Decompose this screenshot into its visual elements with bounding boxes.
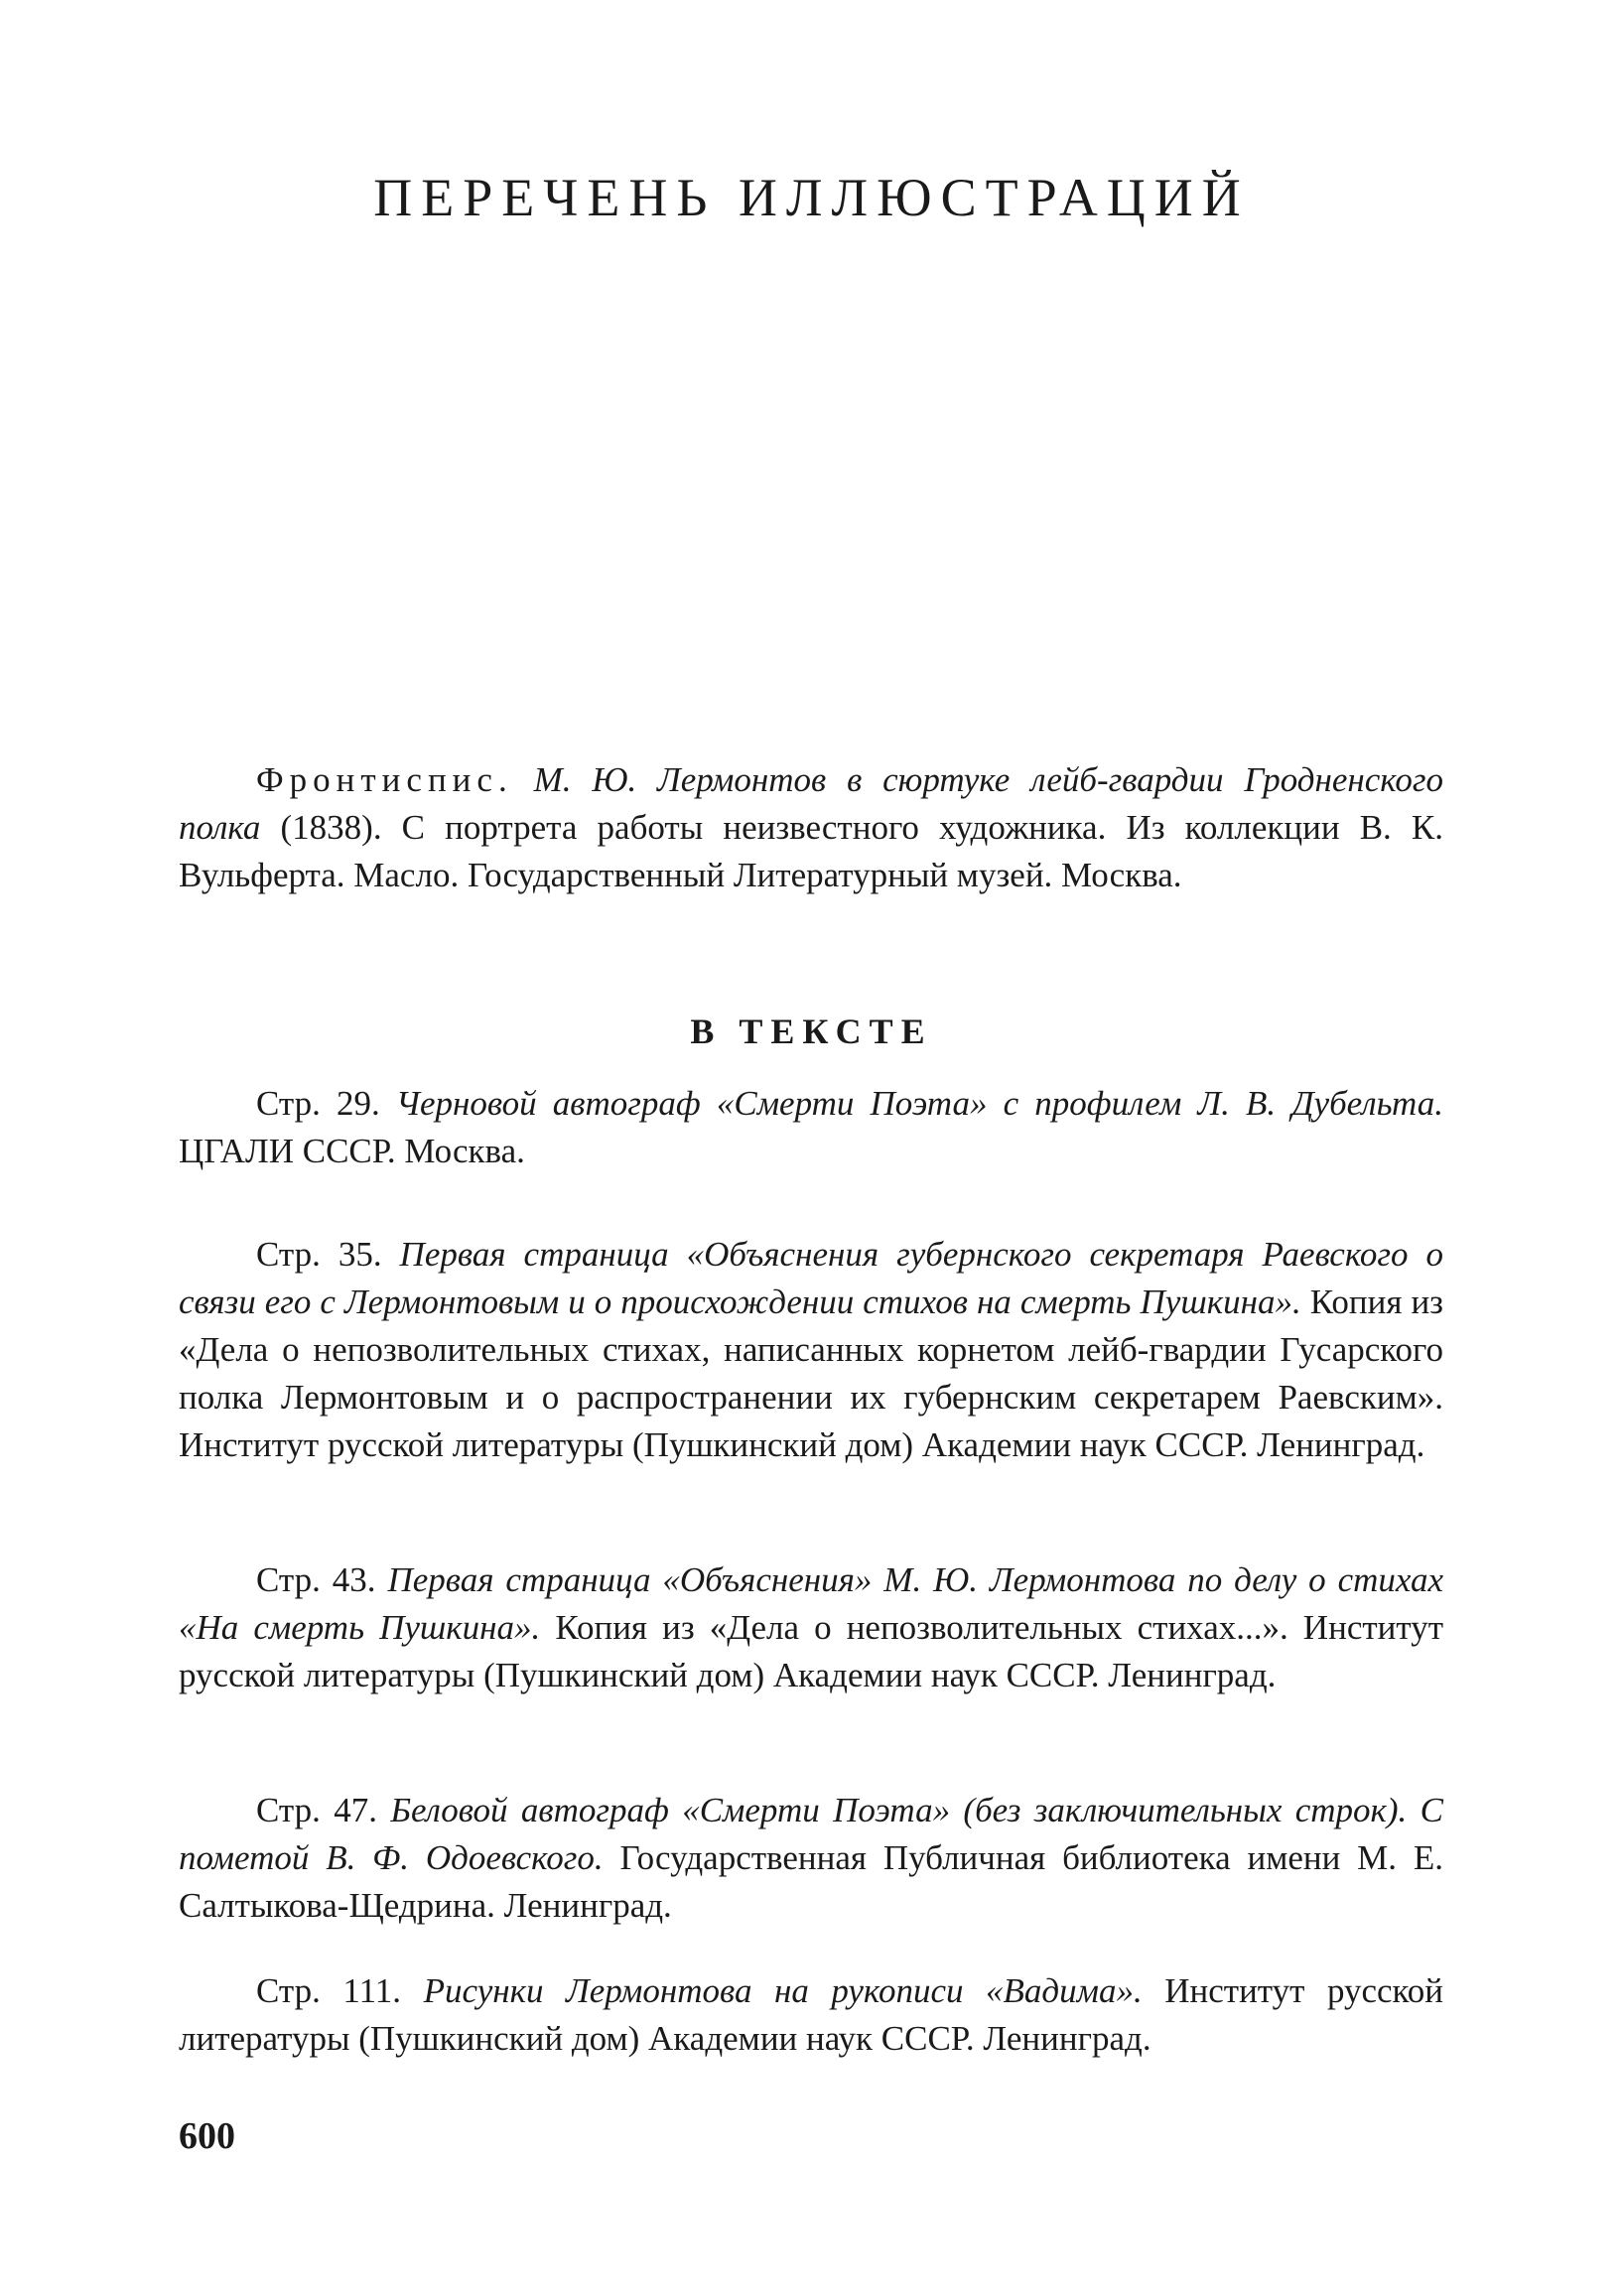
- entry-description: ЦГАЛИ СССР. Москва.: [179, 1132, 525, 1170]
- entry-title: Рисунки Лермонтова на рукописи «Вадима».: [423, 1971, 1143, 2010]
- frontispiece-label: Фронтиспис.: [256, 760, 513, 799]
- entry-page: Стр. 111.: [256, 1971, 402, 2010]
- page-title: ПЕРЕЧЕНЬ ИЛЛЮСТРАЦИЙ: [373, 168, 1250, 227]
- entry-title: Первая страница «Объяснения губернского секретаря Раевского о связи его с Лермонтовым и о происхождении стихов на смерть Пушкина».: [179, 1235, 1444, 1321]
- list-item: [179, 1556, 1443, 1699]
- section-heading: В ТЕКСТЕ: [690, 1012, 933, 1051]
- entry-description: Институт русской литературы (Пушкинский дом) Академии наук СССР. Ленинград.: [179, 1971, 1444, 2058]
- list-item: [179, 1787, 1443, 1930]
- entry-description: Копия из «Дела о непозволительных стихах, написанных корнетом лейб-гвардии Гусарского полка Лермонтовым и о распространении их губернским секретарем Раевским». Институт русской литературы (Пушкинский дом) Академии наук СССР. Ленинград.: [179, 1283, 1444, 1464]
- entry-page: Стр. 47.: [256, 1791, 377, 1829]
- entry-page: Стр. 29.: [256, 1084, 380, 1123]
- frontispiece-entry: [179, 756, 1443, 899]
- list-item: [179, 1080, 1443, 1175]
- entry-page: Стр. 43.: [256, 1560, 376, 1599]
- entry-title: Черновой автограф «Смерти Поэта» с профилем Л. В. Дубельта.: [395, 1084, 1444, 1123]
- list-item: [179, 1967, 1443, 2063]
- frontispiece-description: (1838). С портрета работы неизвестного художника. Из коллекции В. К. Вульферта. Масло. Государственный Литературный музей. Москва.: [179, 808, 1444, 894]
- entry-title: Первая страница «Объяснения» М. Ю. Лермонтова по делу о стихах «На смерть Пушкина».: [179, 1560, 1444, 1647]
- entry-description: Копия из «Дела о непозволительных стихах...». Институт русской литературы (Пушкинский дом) Академии наук СССР. Ленинград.: [179, 1608, 1444, 1694]
- entry-page: Стр. 35.: [256, 1235, 382, 1274]
- list-item: [179, 1231, 1443, 1469]
- entry-description: Государственная Публичная библиотека имени М. Е. Салтыкова-Щедрина. Ленинград.: [179, 1838, 1444, 1925]
- entry-title: Беловой автограф «Смерти Поэта» (без заключительных строк). С пометой В. Ф. Одоевского.: [179, 1791, 1443, 1877]
- frontispiece-title: М. Ю. Лермонтов в сюртуке лейб-гвардии Гродненского полка: [179, 760, 1444, 847]
- page-number: 600: [179, 2115, 235, 2157]
